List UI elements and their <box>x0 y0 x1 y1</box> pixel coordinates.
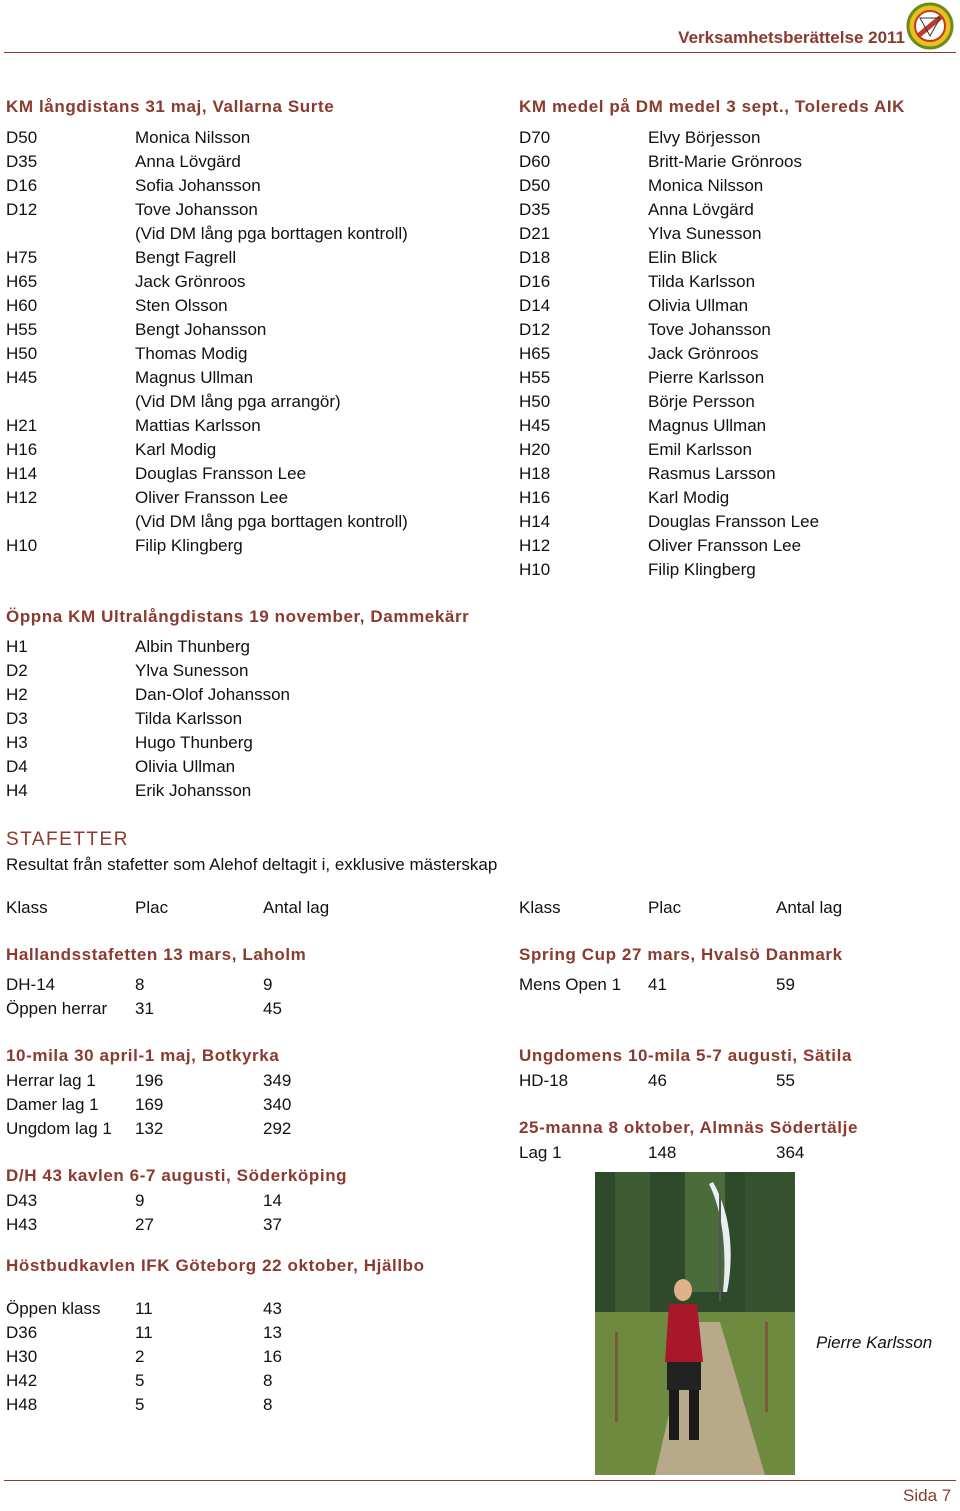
km-ultra-row <box>0 779 450 803</box>
km-medium-row <box>513 126 960 150</box>
column-plac: Plac <box>135 898 169 917</box>
column-klass: Klass <box>519 898 561 917</box>
runner-name: Thomas Modig <box>135 344 248 363</box>
class-code: H50 <box>519 392 551 411</box>
relay-heading: Hallandsstafetten 13 mars, Laholm <box>6 945 307 964</box>
relay-class: H43 <box>6 1215 38 1234</box>
km-long-row <box>0 486 450 510</box>
relays-column-header-right <box>513 896 953 920</box>
relay-team-count: 16 <box>263 1347 282 1366</box>
relay-place: 11 <box>135 1299 153 1318</box>
km-medium-row <box>513 198 960 222</box>
relay-result-row <box>0 1069 440 1093</box>
km-long-row <box>0 390 450 414</box>
runner-name: Oliver Fransson Lee <box>648 536 802 555</box>
km-medium-row <box>513 390 960 414</box>
column-plac: Plac <box>648 898 682 917</box>
relay-place: 169 <box>135 1095 164 1114</box>
runner-name: Tilda Karlsson <box>648 272 756 291</box>
footer-divider <box>4 1480 956 1481</box>
relay-team-count: 364 <box>776 1143 805 1162</box>
class-code: H65 <box>6 272 38 291</box>
runner-name: Filip Klingberg <box>648 560 756 579</box>
runner-name: Filip Klingberg <box>135 536 243 555</box>
runner-name: Tove Johansson <box>648 320 771 339</box>
class-code: H45 <box>519 416 551 435</box>
runner-name: Mattias Karlsson <box>135 416 261 435</box>
relays-column-header-left <box>0 896 480 920</box>
relay-team-count: 349 <box>263 1071 292 1090</box>
runner-name: Douglas Fransson Lee <box>135 464 307 483</box>
relay-place: 196 <box>135 1071 164 1090</box>
runner-name: Oliver Fransson Lee <box>135 488 289 507</box>
km-ultra-row <box>0 683 450 707</box>
class-code: H16 <box>519 488 551 507</box>
runner-name: Erik Johansson <box>135 781 252 800</box>
km-long-heading: KM långdistans 31 maj, Vallarna Surte <box>6 97 335 116</box>
relay-result-row <box>0 1297 440 1321</box>
header-divider <box>4 52 956 53</box>
runner-name: Börje Persson <box>648 392 755 411</box>
relay-result-row <box>0 1093 440 1117</box>
relay-heading: Spring Cup 27 mars, Hvalsö Danmark <box>519 945 843 964</box>
relay-place: 148 <box>648 1143 677 1162</box>
km-long-row <box>0 150 450 174</box>
relay-place: 8 <box>135 975 145 994</box>
relay-result-row <box>0 997 440 1021</box>
runner-name: Dan-Olof Johansson <box>135 685 290 704</box>
class-code: H10 <box>6 536 38 555</box>
km-long-row <box>0 246 450 270</box>
runner-name: Ylva Sunesson <box>135 661 249 680</box>
class-code: D14 <box>519 296 551 315</box>
km-long-row <box>0 318 450 342</box>
column-antal-lag: Antal lag <box>776 898 843 917</box>
km-ultra-row <box>0 707 450 731</box>
relay-team-count: 340 <box>263 1095 292 1114</box>
class-code: D60 <box>519 152 551 171</box>
runner-name: Monica Nilsson <box>135 128 251 147</box>
km-medium-row <box>513 438 960 462</box>
relay-class: Öppen klass <box>6 1299 101 1318</box>
relay-place: 11 <box>135 1323 153 1342</box>
relays-section-title: STAFETTER <box>6 829 129 850</box>
runner-name: Anna Lövgärd <box>648 200 754 219</box>
km-long-row <box>0 198 450 222</box>
km-long-row <box>0 270 450 294</box>
relay-team-count: 8 <box>263 1371 273 1390</box>
relay-place: 132 <box>135 1119 164 1138</box>
km-medium-row <box>513 558 960 582</box>
km-long-row <box>0 126 450 150</box>
class-code: D18 <box>519 248 551 267</box>
runner-name: Bengt Fagrell <box>135 248 237 267</box>
relay-place: 9 <box>135 1191 145 1210</box>
document-header-title: Verksamhetsberättelse 2011 <box>678 28 905 47</box>
relay-class: H42 <box>6 1371 38 1390</box>
runner-name: Albin Thunberg <box>135 637 250 656</box>
km-medium-row <box>513 246 960 270</box>
class-code: H16 <box>6 440 38 459</box>
class-code: D35 <box>519 200 551 219</box>
class-code: H50 <box>6 344 38 363</box>
column-klass: Klass <box>6 898 48 917</box>
km-medium-row <box>513 270 960 294</box>
relay-result-row <box>0 973 440 997</box>
class-code: H21 <box>6 416 38 435</box>
relay-place: 5 <box>135 1395 145 1414</box>
class-code: H2 <box>6 685 28 704</box>
km-long-row <box>0 534 450 558</box>
runner-name: Hugo Thunberg <box>135 733 253 752</box>
km-long-row <box>0 174 450 198</box>
relay-result-row <box>513 1141 953 1165</box>
class-code: H12 <box>6 488 38 507</box>
relay-class: D43 <box>6 1191 38 1210</box>
class-code: H12 <box>519 536 551 555</box>
class-code: D50 <box>6 128 38 147</box>
class-code: D12 <box>519 320 551 339</box>
relay-team-count: 8 <box>263 1395 273 1414</box>
relay-class: Mens Open 1 <box>519 975 622 994</box>
km-long-row <box>0 342 450 366</box>
class-code: H1 <box>6 637 28 656</box>
class-code: H60 <box>6 296 38 315</box>
runner-name: Karl Modig <box>648 488 730 507</box>
relay-place: 46 <box>648 1071 667 1090</box>
relay-class: Damer lag 1 <box>6 1095 99 1114</box>
runner-name: Ylva Sunesson <box>648 224 762 243</box>
relay-team-count: 59 <box>776 975 795 994</box>
relay-class: Öppen herrar <box>6 999 108 1018</box>
relay-team-count: 55 <box>776 1071 795 1090</box>
km-medium-row <box>513 414 960 438</box>
km-ultra-row <box>0 755 450 779</box>
km-medium-row <box>513 294 960 318</box>
relay-place: 2 <box>135 1347 145 1366</box>
km-medium-row <box>513 222 960 246</box>
class-code: H10 <box>519 560 551 579</box>
relays-subtitle: Resultat från stafetter som Alehof deltagit i, exklusive mästerskap <box>6 855 498 874</box>
relay-team-count: 292 <box>263 1119 292 1138</box>
km-medium-row <box>513 366 960 390</box>
runner-name: Jack Grönroos <box>648 344 759 363</box>
relay-team-count: 45 <box>263 999 282 1018</box>
class-code: D16 <box>6 176 38 195</box>
class-code: D70 <box>519 128 551 147</box>
runner-name: Tilda Karlsson <box>135 709 243 728</box>
km-medium-heading: KM medel på DM medel 3 sept., Tolereds AIK <box>519 97 906 116</box>
relay-class: Ungdom lag 1 <box>6 1119 112 1138</box>
km-medium-row <box>513 510 960 534</box>
class-code: H18 <box>519 464 551 483</box>
class-code: D16 <box>519 272 551 291</box>
km-medium-row <box>513 462 960 486</box>
relay-class: DH-14 <box>6 975 56 994</box>
km-medium-row <box>513 534 960 558</box>
class-code: H75 <box>6 248 38 267</box>
page-number: Sida 7 <box>903 1486 952 1505</box>
relay-heading: D/H 43 kavlen 6-7 augusti, Söderköping <box>6 1166 348 1185</box>
km-ultra-row <box>0 635 450 659</box>
class-code: H4 <box>6 781 28 800</box>
class-code: H55 <box>519 368 551 387</box>
km-medium-row <box>513 318 960 342</box>
runner-name: Tove Johansson <box>135 200 258 219</box>
km-medium-row <box>513 342 960 366</box>
km-medium-row <box>513 150 960 174</box>
km-long-row <box>0 510 450 534</box>
class-code: D2 <box>6 661 28 680</box>
relay-place: 41 <box>648 975 667 994</box>
column-antal-lag: Antal lag <box>263 898 330 917</box>
relay-class: D36 <box>6 1323 38 1342</box>
relay-result-row <box>0 1345 440 1369</box>
class-code: H55 <box>6 320 38 339</box>
relay-result-row <box>513 1069 953 1093</box>
class-code: H14 <box>6 464 38 483</box>
runner-name: Elin Blick <box>648 248 717 267</box>
class-code: H45 <box>6 368 38 387</box>
runner-name: Bengt Johansson <box>135 320 267 339</box>
relay-team-count: 37 <box>263 1215 282 1234</box>
class-code: H65 <box>519 344 551 363</box>
runner-name: Monica Nilsson <box>648 176 764 195</box>
km-long-row <box>0 438 450 462</box>
relay-class: H30 <box>6 1347 38 1366</box>
km-ultra-row <box>0 659 450 683</box>
relay-result-row <box>0 1117 440 1141</box>
relay-place: 5 <box>135 1371 145 1390</box>
relay-heading: Ungdomens 10-mila 5-7 augusti, Sätila <box>519 1046 852 1065</box>
km-long-row <box>0 366 450 390</box>
relay-class: H48 <box>6 1395 38 1414</box>
relay-class: Herrar lag 1 <box>6 1071 96 1090</box>
relay-class: Lag 1 <box>519 1143 562 1162</box>
relay-heading: 10-mila 30 april-1 maj, Botkyrka <box>6 1046 280 1065</box>
class-code: H3 <box>6 733 28 752</box>
runner-name: (Vid DM lång pga borttagen kontroll) <box>135 512 408 531</box>
runner-name: (Vid DM lång pga borttagen kontroll) <box>135 224 408 243</box>
runner-name: Jack Grönroos <box>135 272 246 291</box>
class-code: H20 <box>519 440 551 459</box>
runner-name: Elvy Börjesson <box>648 128 761 147</box>
class-code: D3 <box>6 709 28 728</box>
runner-name: Magnus Ullman <box>648 416 767 435</box>
club-logo-icon <box>906 2 954 50</box>
runner-name: Douglas Fransson Lee <box>648 512 820 531</box>
runner-name: Pierre Karlsson <box>648 368 765 387</box>
photo-caption: Pierre Karlsson <box>816 1333 933 1352</box>
relay-result-row <box>0 1213 440 1237</box>
runner-name: Emil Karlsson <box>648 440 752 459</box>
runner-name: Olivia Ullman <box>135 757 236 776</box>
class-code: D35 <box>6 152 38 171</box>
relay-result-row <box>0 1321 440 1345</box>
km-ultra-heading: Öppna KM Ultralångdistans 19 november, Dammekärr <box>6 607 470 626</box>
class-code: D21 <box>519 224 551 243</box>
km-medium-row <box>513 486 960 510</box>
km-long-row <box>0 222 450 246</box>
km-long-row <box>0 294 450 318</box>
relay-team-count: 9 <box>263 975 273 994</box>
runner-name: Rasmus Larsson <box>648 464 776 483</box>
km-long-row <box>0 462 450 486</box>
class-code: D50 <box>519 176 551 195</box>
relay-heading: Höstbudkavlen IFK Göteborg 22 oktober, Hjällbo <box>6 1256 425 1275</box>
relay-result-row <box>513 973 953 997</box>
runner-name: (Vid DM lång pga arrangör) <box>135 392 341 411</box>
relay-result-row <box>0 1393 440 1417</box>
km-medium-row <box>513 174 960 198</box>
runner-name: Olivia Ullman <box>648 296 749 315</box>
runner-photo <box>595 1172 795 1475</box>
relay-place: 27 <box>135 1215 154 1234</box>
runner-name: Sten Olsson <box>135 296 228 315</box>
relay-place: 31 <box>135 999 154 1018</box>
class-code: H14 <box>519 512 551 531</box>
km-long-row <box>0 414 450 438</box>
relay-result-row <box>0 1189 440 1213</box>
relay-result-row <box>0 1369 440 1393</box>
km-ultra-row <box>0 731 450 755</box>
runner-name: Magnus Ullman <box>135 368 254 387</box>
class-code: D12 <box>6 200 38 219</box>
relay-class: HD-18 <box>519 1071 569 1090</box>
runner-name: Sofia Johansson <box>135 176 261 195</box>
relay-heading: 25-manna 8 oktober, Almnäs Södertälje <box>519 1118 859 1137</box>
runner-name: Britt-Marie Grönroos <box>648 152 802 171</box>
relay-team-count: 14 <box>263 1191 282 1210</box>
class-code: D4 <box>6 757 28 776</box>
runner-name: Anna Lövgärd <box>135 152 241 171</box>
runner-name: Karl Modig <box>135 440 217 459</box>
relay-team-count: 13 <box>263 1323 282 1342</box>
relay-team-count: 43 <box>263 1299 282 1318</box>
